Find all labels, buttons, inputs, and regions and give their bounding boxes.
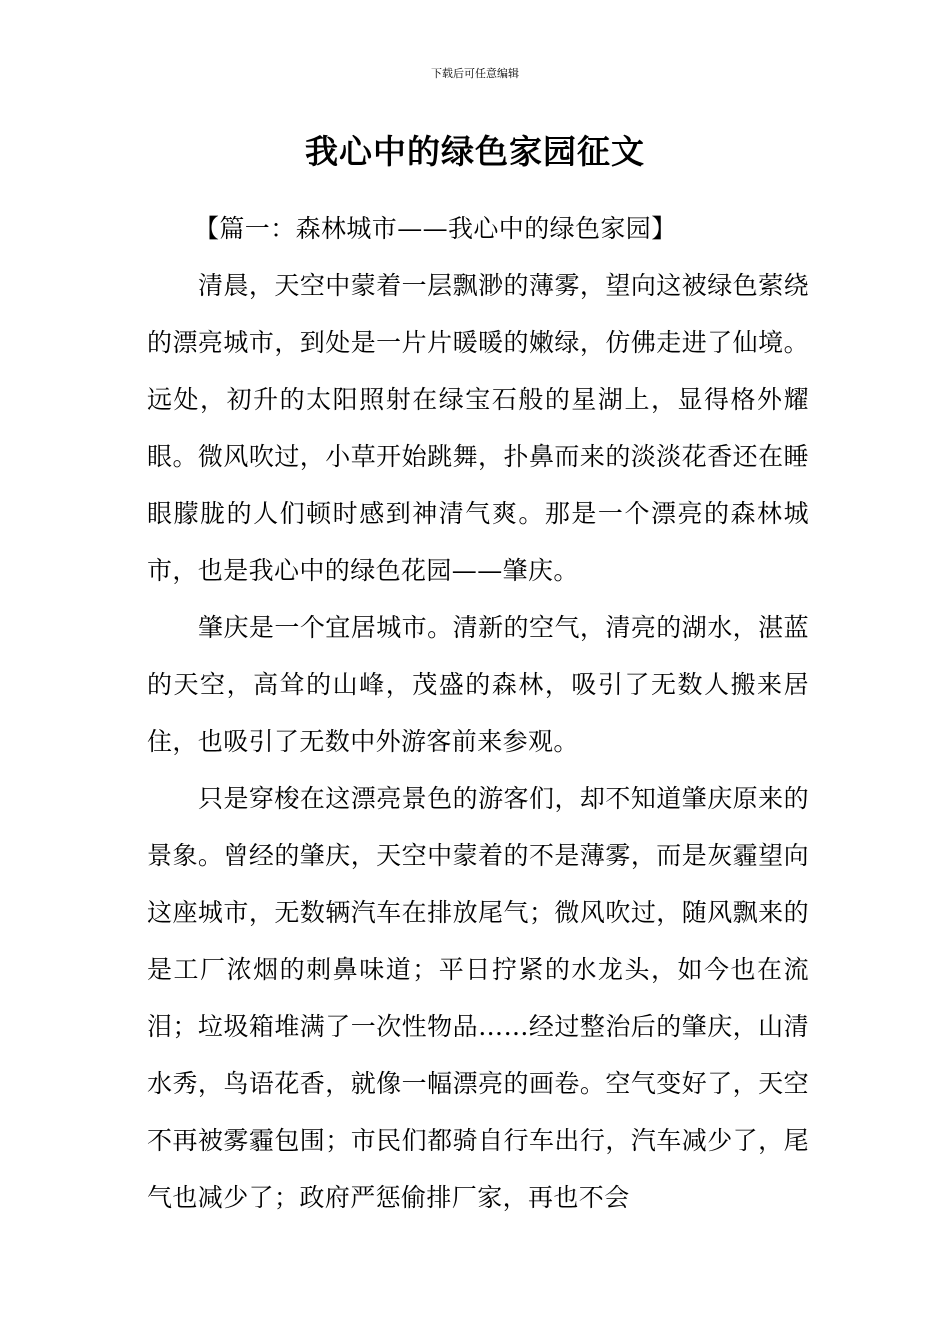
header-note: 下载后可任意编辑 [431,67,519,80]
paragraph: 清晨，天空中蒙着一层飘渺的薄雾，望向这被绿色萦绕的漂亮城市，到处是一片片暖暖的嫩绿，仿佛走进了仙境。远处，初升的太阳照射在绿宝石般的星湖上，显得格外耀眼。微风吹过，小草开始跳舞，扑鼻而来的淡淡花香还在睡眼朦胧的人们顿时感到神清气爽。那是一个漂亮的森林城市，也是我心中的绿色花园——肇庆。 [147,271,809,585]
paragraph: 只是穿梭在这漂亮景色的游客们，却不知道肇庆原来的景象。曾经的肇庆，天空中蒙着的不是薄雾，而是灰霾望向这座城市，无数辆汽车在排放尾气；微风吹过，随风飘来的是工厂浓烟的刺鼻味道；平日拧紧的水龙头，如今也在流泪；垃圾箱堆满了一次性物品……经过整治后的肇庆，山清水秀，鸟语花香，就像一幅漂亮的画卷。空气变好了，天空不再被雾霾包围；市民们都骑自行车出行，汽车减少了，尾气也减少了；政府严惩偷排厂家，再也不会 [147,784,809,1212]
paragraph: 肇庆是一个宜居城市。清新的空气，清亮的湖水，湛蓝的天空，高耸的山峰，茂盛的森林，吸引了无数人搬来居住，也吸引了无数中外游客前来参观。 [147,613,809,756]
section-heading: 【篇一：森林城市——我心中的绿色家园】 [194,214,677,243]
document-body [147,200,809,1226]
document-title: 我心中的绿色家园征文 [305,132,645,171]
